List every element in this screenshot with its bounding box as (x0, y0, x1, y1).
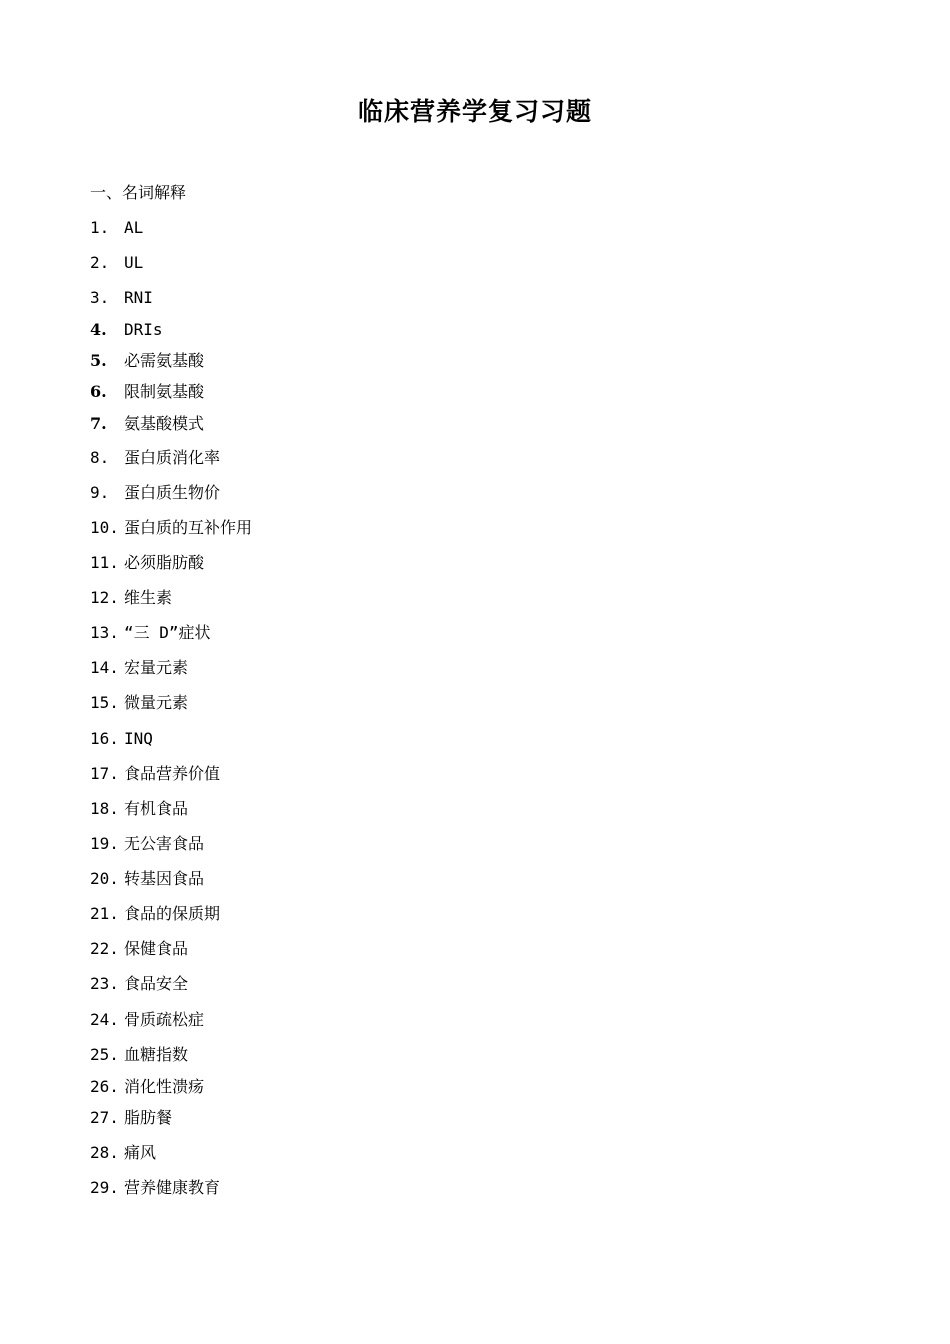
item-number: 23. (90, 974, 119, 993)
item-term: 营养健康教育 (124, 1178, 221, 1197)
item-term: AL (124, 218, 144, 237)
item-term: 无公害食品 (124, 834, 205, 853)
item-number: 24. (90, 1010, 119, 1029)
list-item (90, 319, 163, 341)
list-item (90, 1142, 156, 1164)
list-item (90, 1107, 172, 1129)
item-number: 9. (90, 483, 110, 502)
list-item (90, 447, 220, 469)
item-term: 蛋白质消化率 (124, 448, 221, 467)
item-number: 25. (90, 1045, 119, 1064)
list-item (90, 1076, 204, 1098)
list-item (90, 973, 188, 995)
item-number: 17. (90, 764, 119, 783)
list-item (90, 482, 220, 504)
item-number: 26. (90, 1077, 119, 1096)
item-term: 维生素 (124, 588, 173, 607)
list-item (90, 252, 143, 274)
item-term: 蛋白质生物价 (124, 483, 221, 502)
item-number: 6. (90, 382, 107, 401)
list-item (90, 833, 204, 855)
item-number: 21. (90, 904, 119, 923)
item-term: 脂肪餐 (124, 1108, 173, 1127)
item-number: 5. (90, 351, 107, 370)
item-term: 必需氨基酸 (124, 351, 205, 370)
list-item (90, 868, 204, 890)
item-term: DRIs (124, 320, 163, 339)
item-term: “三 D”症状 (124, 623, 211, 642)
item-number: 15. (90, 693, 119, 712)
item-number: 29. (90, 1178, 119, 1197)
list-item (90, 1177, 220, 1199)
item-term: 有机食品 (124, 799, 189, 818)
item-term: RNI (124, 288, 153, 307)
list-item (90, 517, 252, 539)
item-number: 10. (90, 518, 119, 537)
item-number: 14. (90, 658, 119, 677)
section-heading: 一、名词解释 (90, 183, 187, 202)
list-item (90, 381, 204, 403)
list-item (90, 692, 188, 714)
item-term: 血糖指数 (124, 1045, 189, 1064)
item-number: 4. (90, 320, 107, 339)
item-term: 食品的保质期 (124, 904, 221, 923)
item-number: 12. (90, 588, 119, 607)
item-term: 痛风 (124, 1143, 157, 1162)
item-term: 保健食品 (124, 939, 189, 958)
item-number: 28. (90, 1143, 119, 1162)
list-item (90, 1044, 188, 1066)
item-number: 1. (90, 218, 110, 237)
item-term: 转基因食品 (124, 869, 205, 888)
list-item (90, 552, 204, 574)
item-term: 氨基酸模式 (124, 414, 205, 433)
item-number: 11. (90, 553, 119, 572)
list-item (90, 657, 188, 679)
item-number: 8. (90, 448, 110, 467)
item-term: 限制氨基酸 (124, 382, 205, 401)
list-item (90, 903, 220, 925)
list-item (90, 587, 172, 609)
item-term: 蛋白质的互补作用 (124, 518, 253, 537)
item-term: INQ (124, 729, 153, 748)
item-term: 微量元素 (124, 693, 189, 712)
item-number: 27. (90, 1108, 119, 1127)
item-number: 19. (90, 834, 119, 853)
list-item (90, 938, 188, 960)
list-item (90, 217, 143, 239)
item-term: 骨质疏松症 (124, 1010, 205, 1029)
page-title: 临床营养学复习习题 (357, 97, 592, 126)
list-item (90, 413, 204, 435)
item-term: 消化性溃疡 (124, 1077, 205, 1096)
item-number: 13. (90, 623, 119, 642)
list-item (90, 1009, 204, 1031)
list-item (90, 350, 204, 372)
item-term: 食品安全 (124, 974, 189, 993)
item-term: 必须脂肪酸 (124, 553, 205, 572)
item-number: 3. (90, 288, 110, 307)
item-number: 22. (90, 939, 119, 958)
item-number: 18. (90, 799, 119, 818)
list-item (90, 622, 211, 644)
list-item (90, 763, 220, 785)
item-term: 宏量元素 (124, 658, 189, 677)
item-number: 2. (90, 253, 110, 272)
list-item (90, 798, 188, 820)
item-number: 16. (90, 729, 119, 748)
list-item (90, 287, 153, 309)
item-term: UL (124, 253, 144, 272)
list-item (90, 728, 153, 750)
item-number: 7. (90, 414, 107, 433)
item-number: 20. (90, 869, 119, 888)
item-term: 食品营养价值 (124, 764, 221, 783)
